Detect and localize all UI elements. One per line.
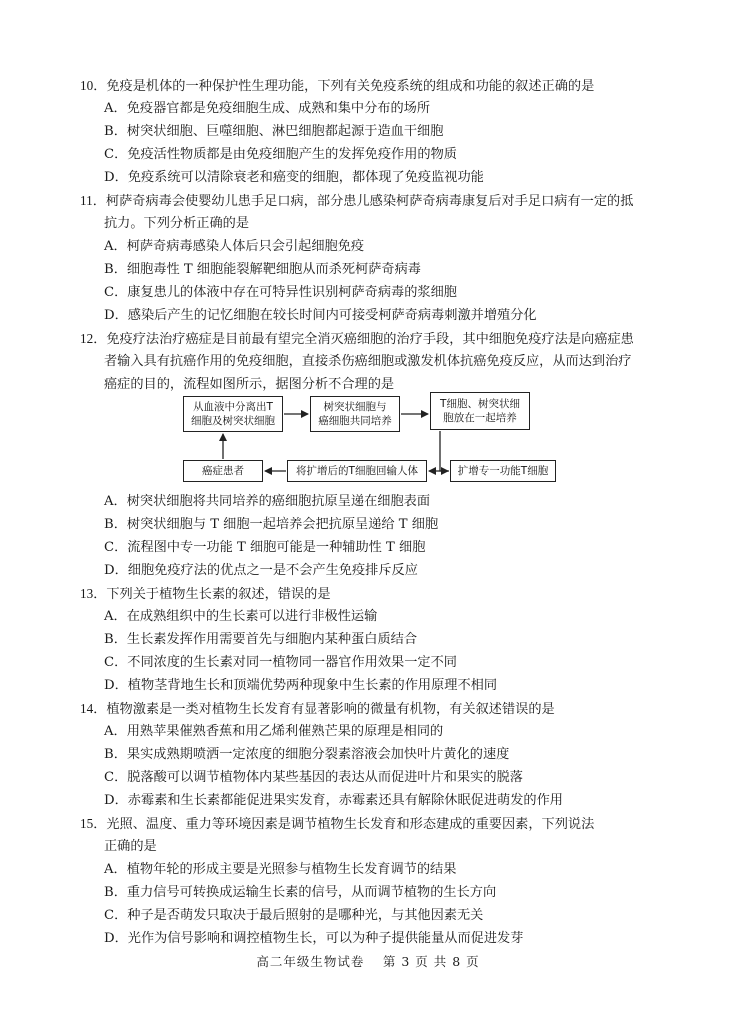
flow-box-expand-tcell-label: 扩增专一功能T细胞 — [457, 465, 549, 477]
q10-option-c: C．免疫活性物质都是由免疫细胞产生的发挥免疫作用的物质 — [104, 147, 457, 162]
q15-number: 15． — [80, 816, 107, 831]
q10-stem-text: 免疫是机体的一种保护性生理功能，下列有关免疫系统的组成和功能的叙述正确的是 — [106, 79, 595, 94]
page-footer: 高二年级生物试卷 第 3 页 共 8 页 — [256, 954, 480, 969]
flow-box-coculture-cancer-label: 树突状细胞与 癌细胞共同培养 — [318, 401, 392, 427]
q15-option-b: B．重力信号可转换成运输生长素的信号，从而调节植物的生长方向 — [104, 885, 497, 900]
flow-box-reinfuse — [287, 460, 427, 482]
q13-stem-text: 下列关于植物生长素的叙述，错误的是 — [106, 587, 331, 602]
q12-stem-text-2: 者输入具有抗癌作用的免疫细胞，直接杀伤癌细胞或激发机体抗癌免疫反应，从而达到治疗 — [104, 354, 632, 369]
flow-box-separate-cells — [183, 396, 283, 432]
q11-option-b: B．细胞毒性 T 细胞能裂解靶细胞从而杀死柯萨奇病毒 — [104, 262, 421, 277]
q10-stem — [0, 76, 736, 96]
q13-option-d: D．植物茎背地生长和顶端优势两种现象中生长素的作用原理不相同 — [104, 678, 498, 693]
q11-stem — [0, 191, 736, 211]
q11-stem-text-1: 柯萨奇病毒会使婴幼儿患手足口病，部分患儿感染柯萨奇病毒康复后对手足口病有一定的抵 — [105, 194, 634, 209]
flow-box-reinfuse-label: 将扩增后的T细胞回输人体 — [296, 465, 418, 477]
q12-stem-text-3: 癌症的目的，流程如图所示，据图分析不合理的是 — [104, 377, 395, 392]
flow-box-patient-label: 癌症患者 — [202, 465, 244, 477]
q12-option-d: D．细胞免疫疗法的优点之一是不会产生免疫排斥反应 — [104, 563, 418, 578]
q15-option-d: D．光作为信号影响和调控植物生长，可以为种子提供能量从而促进发芽 — [104, 931, 524, 946]
q14-option-c: C．脱落酸可以调节植物体内某些基因的表达从而促进叶片和果实的脱落 — [104, 770, 523, 785]
q14-option-d: D．赤霉素和生长素都能促进果实发育，赤霉素还具有解除休眠促进萌发的作用 — [104, 793, 563, 808]
q15-option-a: A．植物年轮的形成主要是光照参与植物生长发育调节的结果 — [104, 862, 457, 877]
q11-option-d: D．感染后产生的记忆细胞在较长时间内可接受柯萨奇病毒刺激并增殖分化 — [104, 308, 537, 323]
q11-option-c: C．康复患儿的体液中存在可特异性识别柯萨奇病毒的浆细胞 — [104, 285, 457, 300]
flow-box-patient — [183, 460, 263, 482]
flow-box-coculture-tcell-label: T细胞、树突状细 胞放在一起培养 — [440, 398, 520, 424]
q10-option-a: A．免疫器官都是免疫细胞生成、成熟和集中分布的场所 — [104, 101, 431, 116]
q12-stem-text-1: 免疫疗法治疗癌症是目前最有望完全消灭癌细胞的治疗手段，其中细胞免疫疗法是向癌症患 — [106, 332, 634, 347]
q15-stem — [0, 814, 736, 834]
q13-number: 13． — [80, 586, 107, 601]
flow-box-expand-tcell — [450, 460, 556, 482]
q14-stem — [0, 699, 736, 719]
q10-number: 10． — [80, 78, 107, 93]
q14-option-a: A．用熟苹果催熟香蕉和用乙烯利催熟芒果的原理是相同的 — [104, 724, 444, 739]
q10-option-d: D．免疫系统可以清除衰老和癌变的细胞，都体现了免疫监视功能 — [104, 170, 484, 185]
q14-option-b: B．果实成熟期喷洒一定浓度的细胞分裂素溶液会加快叶片黄化的速度 — [104, 747, 510, 762]
arrow-box3-to-box4 — [440, 431, 448, 471]
q10-option-b: B．树突状细胞、巨噬细胞、淋巴细胞都起源于造血干细胞 — [104, 124, 444, 139]
q12-number: 12． — [80, 331, 107, 346]
q13-option-c: C．不同浓度的生长素对同一植物同一器官作用效果一定不同 — [104, 655, 457, 670]
flow-box-coculture-cancer — [310, 396, 400, 432]
q13-stem — [0, 584, 736, 604]
q15-stem-text-2: 正确的是 — [104, 839, 157, 854]
flow-box-separate-cells-label: 从血液中分离出T 细胞及树突状细胞 — [191, 401, 275, 427]
q12-option-a: A．树突状细胞将共同培养的癌细胞抗原呈递在细胞表面 — [104, 494, 431, 509]
flow-box-coculture-tcell — [430, 392, 530, 430]
q13-option-b: B．生长素发挥作用需要首先与细胞内某种蛋白质结合 — [104, 632, 418, 647]
q11-option-a: A．柯萨奇病毒感染人体后只会引起细胞免疫 — [104, 239, 365, 254]
q11-stem-text-2: 抗力。下列分析正确的是 — [104, 216, 250, 231]
q14-stem-text: 植物激素是一类对植物生长发育有显著影响的微量有机物，有关叙述错误的是 — [106, 702, 555, 717]
q12-option-b: B．树突状细胞与 T 细胞一起培养会把抗原呈递给 T 细胞 — [104, 517, 439, 532]
q12-option-c: C．流程图中专一功能 T 细胞可能是一种辅助性 T 细胞 — [104, 540, 426, 555]
q11-number: 11． — [80, 193, 106, 208]
q15-stem-text-1: 光照、温度、重力等环境因素是调节植物生长发育和形态建成的重要因素，下列说法 — [106, 817, 595, 832]
q12-stem — [0, 329, 736, 349]
q14-number: 14． — [80, 701, 107, 716]
q15-option-c: C．种子是否萌发只取决于最后照射的是哪种光，与其他因素无关 — [104, 908, 484, 923]
q13-option-a: A．在成熟组织中的生长素可以进行非极性运输 — [104, 609, 378, 624]
